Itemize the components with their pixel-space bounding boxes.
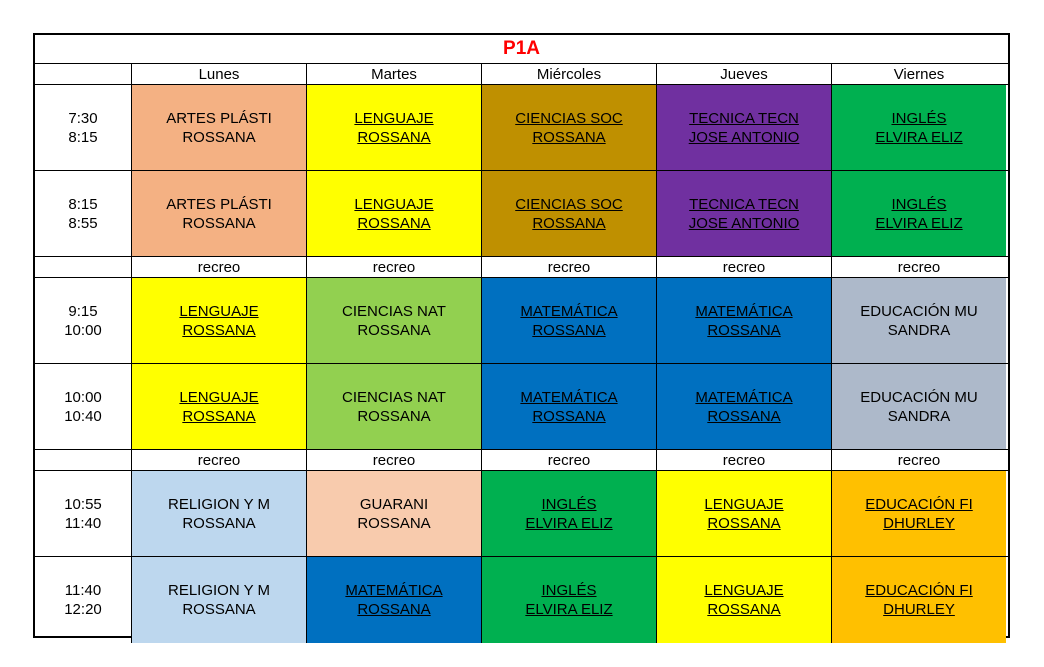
- teacher-name: ROSSANA: [182, 514, 256, 532]
- subject-name: RELIGION Y M: [168, 495, 270, 513]
- subject-name: RELIGION Y M: [168, 582, 270, 599]
- time-header-cell: [35, 64, 132, 84]
- time-slot-row: [35, 278, 1008, 364]
- teacher-name: ROSSANA: [707, 601, 781, 618]
- teacher-name: ROSSANA: [357, 601, 431, 618]
- schedule-body: [35, 85, 1008, 643]
- end-time: 8:55: [68, 214, 98, 232]
- recess-cell: recreo: [132, 450, 307, 470]
- time-cell: [35, 364, 132, 449]
- teacher-name: ELVIRA ELIZ: [875, 128, 963, 146]
- class-cell: [132, 85, 307, 170]
- teacher-name: ROSSANA: [182, 214, 256, 232]
- class-cell: [832, 85, 1006, 170]
- subject-name: GUARANI: [359, 495, 429, 513]
- subject-name: ARTES PLÁSTI: [166, 109, 272, 127]
- class-cell: [657, 471, 832, 556]
- recess-cell: recreo: [657, 450, 832, 470]
- subject-name: LENGUAJE: [354, 109, 434, 127]
- class-cell: [832, 471, 1006, 556]
- subject-name: LENGUAJE: [179, 388, 259, 406]
- subject-name: INGLÉS: [891, 195, 947, 213]
- subject-name: EDUCACIÓN FI: [865, 582, 973, 599]
- class-cell: [482, 85, 657, 170]
- teacher-name: ROSSANA: [182, 321, 256, 339]
- class-cell: [482, 471, 657, 556]
- recess-cell: recreo: [657, 257, 832, 277]
- class-cell: [132, 171, 307, 256]
- subject-name: EDUCACIÓN MU: [860, 388, 978, 406]
- teacher-name: ELVIRA ELIZ: [875, 214, 963, 232]
- time-cell: [35, 450, 132, 470]
- end-time: 12:20: [64, 601, 102, 618]
- teacher-name: ROSSANA: [182, 128, 256, 146]
- subject-name: ARTES PLÁSTI: [166, 195, 272, 213]
- subject-name: INGLÉS: [541, 582, 597, 599]
- class-cell: [307, 471, 482, 556]
- class-cell: [657, 557, 832, 643]
- day-header-monday: Lunes: [132, 64, 307, 84]
- recess-cell: recreo: [897, 258, 941, 276]
- class-cell: [307, 171, 482, 256]
- class-cell: [657, 278, 832, 363]
- class-cell: [482, 364, 657, 449]
- schedule-title: P1A: [503, 38, 540, 59]
- class-cell: [832, 278, 1006, 363]
- day-header-tuesday: Martes: [307, 64, 482, 84]
- class-cell: [307, 85, 482, 170]
- start-time: 10:00: [64, 388, 102, 406]
- teacher-name: ROSSANA: [357, 214, 431, 232]
- start-time: 8:15: [68, 195, 98, 213]
- day-header-thursday: Jueves: [657, 64, 832, 84]
- teacher-name: ROSSANA: [357, 514, 431, 532]
- class-cell: [132, 471, 307, 556]
- subject-name: LENGUAJE: [179, 302, 259, 320]
- subject-name: CIENCIAS NAT: [342, 388, 446, 406]
- class-cell: [132, 364, 307, 449]
- time-slot-row: [35, 85, 1008, 171]
- class-cell: [832, 171, 1006, 256]
- time-cell: [35, 471, 132, 556]
- teacher-name: ROSSANA: [532, 128, 606, 146]
- end-time: 11:40: [64, 514, 102, 532]
- time-cell: [35, 171, 132, 256]
- class-cell: [307, 364, 482, 449]
- time-cell: [35, 257, 132, 277]
- subject-name: TECNICA TECN: [689, 109, 799, 127]
- subject-name: EDUCACIÓN MU: [860, 302, 978, 320]
- teacher-name: ROSSANA: [182, 407, 256, 425]
- time-cell: [35, 278, 132, 363]
- end-time: 8:15: [68, 128, 98, 146]
- time-slot-row: [35, 557, 1008, 643]
- class-cell: [482, 278, 657, 363]
- teacher-name: ELVIRA ELIZ: [525, 514, 613, 532]
- subject-name: LENGUAJE: [704, 582, 784, 599]
- teacher-name: ROSSANA: [357, 128, 431, 146]
- subject-name: EDUCACIÓN FI: [865, 495, 973, 513]
- start-time: 10:55: [64, 495, 102, 513]
- recess-row: [35, 450, 1008, 471]
- start-time: 7:30: [68, 109, 98, 127]
- teacher-name: DHURLEY: [883, 601, 955, 618]
- teacher-name: ROSSANA: [532, 407, 606, 425]
- subject-name: INGLÉS: [891, 109, 947, 127]
- teacher-name: ROSSANA: [707, 514, 781, 532]
- teacher-name: ROSSANA: [707, 407, 781, 425]
- teacher-name: DHURLEY: [883, 514, 955, 532]
- time-cell: [35, 557, 132, 643]
- class-cell: [132, 278, 307, 363]
- day-header-wednesday: Miércoles: [482, 64, 657, 84]
- class-cell: [657, 85, 832, 170]
- end-time: 10:00: [64, 321, 102, 339]
- end-time: 10:40: [64, 407, 102, 425]
- recess-cell: recreo: [307, 257, 482, 277]
- class-cell: [832, 364, 1006, 449]
- class-cell: [307, 557, 482, 643]
- subject-name: CIENCIAS SOC: [515, 109, 623, 127]
- subject-name: TECNICA TECN: [689, 195, 799, 213]
- class-cell: [482, 171, 657, 256]
- time-cell: [35, 85, 132, 170]
- subject-name: MATEMÁTICA: [695, 388, 793, 406]
- start-time: 11:40: [64, 582, 102, 599]
- recess-cell: recreo: [482, 450, 657, 470]
- teacher-name: ROSSANA: [357, 407, 431, 425]
- teacher-name: JOSE ANTONIO: [688, 128, 800, 146]
- teacher-name: ROSSANA: [532, 214, 606, 232]
- time-slot-row: [35, 471, 1008, 557]
- day-header-friday: Viernes: [893, 65, 945, 83]
- teacher-name: ROSSANA: [532, 321, 606, 339]
- teacher-name: ROSSANA: [182, 601, 256, 618]
- recess-cell: recreo: [482, 257, 657, 277]
- class-cell: [482, 557, 657, 643]
- class-cell: [307, 278, 482, 363]
- teacher-name: JOSE ANTONIO: [688, 214, 800, 232]
- recess-cell: recreo: [307, 450, 482, 470]
- subject-name: LENGUAJE: [704, 495, 784, 513]
- class-cell: [132, 557, 307, 643]
- subject-name: LENGUAJE: [354, 195, 434, 213]
- subject-name: CIENCIAS SOC: [515, 195, 623, 213]
- subject-name: MATEMÁTICA: [520, 302, 618, 320]
- day-header-row: [35, 64, 1008, 85]
- recess-cell: recreo: [897, 451, 941, 469]
- schedule-title-row: [35, 35, 1008, 64]
- teacher-name: ROSSANA: [357, 321, 431, 339]
- subject-name: MATEMÁTICA: [520, 388, 618, 406]
- subject-name: CIENCIAS NAT: [342, 302, 446, 320]
- teacher-name: ELVIRA ELIZ: [525, 601, 613, 618]
- recess-cell: recreo: [132, 257, 307, 277]
- recess-row: [35, 257, 1008, 278]
- class-cell: [657, 171, 832, 256]
- subject-name: MATEMÁTICA: [345, 582, 443, 599]
- teacher-name: SANDRA: [887, 407, 951, 425]
- teacher-name: SANDRA: [887, 321, 951, 339]
- class-cell: [657, 364, 832, 449]
- subject-name: INGLÉS: [541, 495, 597, 513]
- time-slot-row: [35, 171, 1008, 257]
- teacher-name: ROSSANA: [707, 321, 781, 339]
- start-time: 9:15: [68, 302, 98, 320]
- subject-name: MATEMÁTICA: [695, 302, 793, 320]
- time-slot-row: [35, 364, 1008, 450]
- schedule-table: [33, 33, 1010, 638]
- class-cell: [832, 557, 1006, 643]
